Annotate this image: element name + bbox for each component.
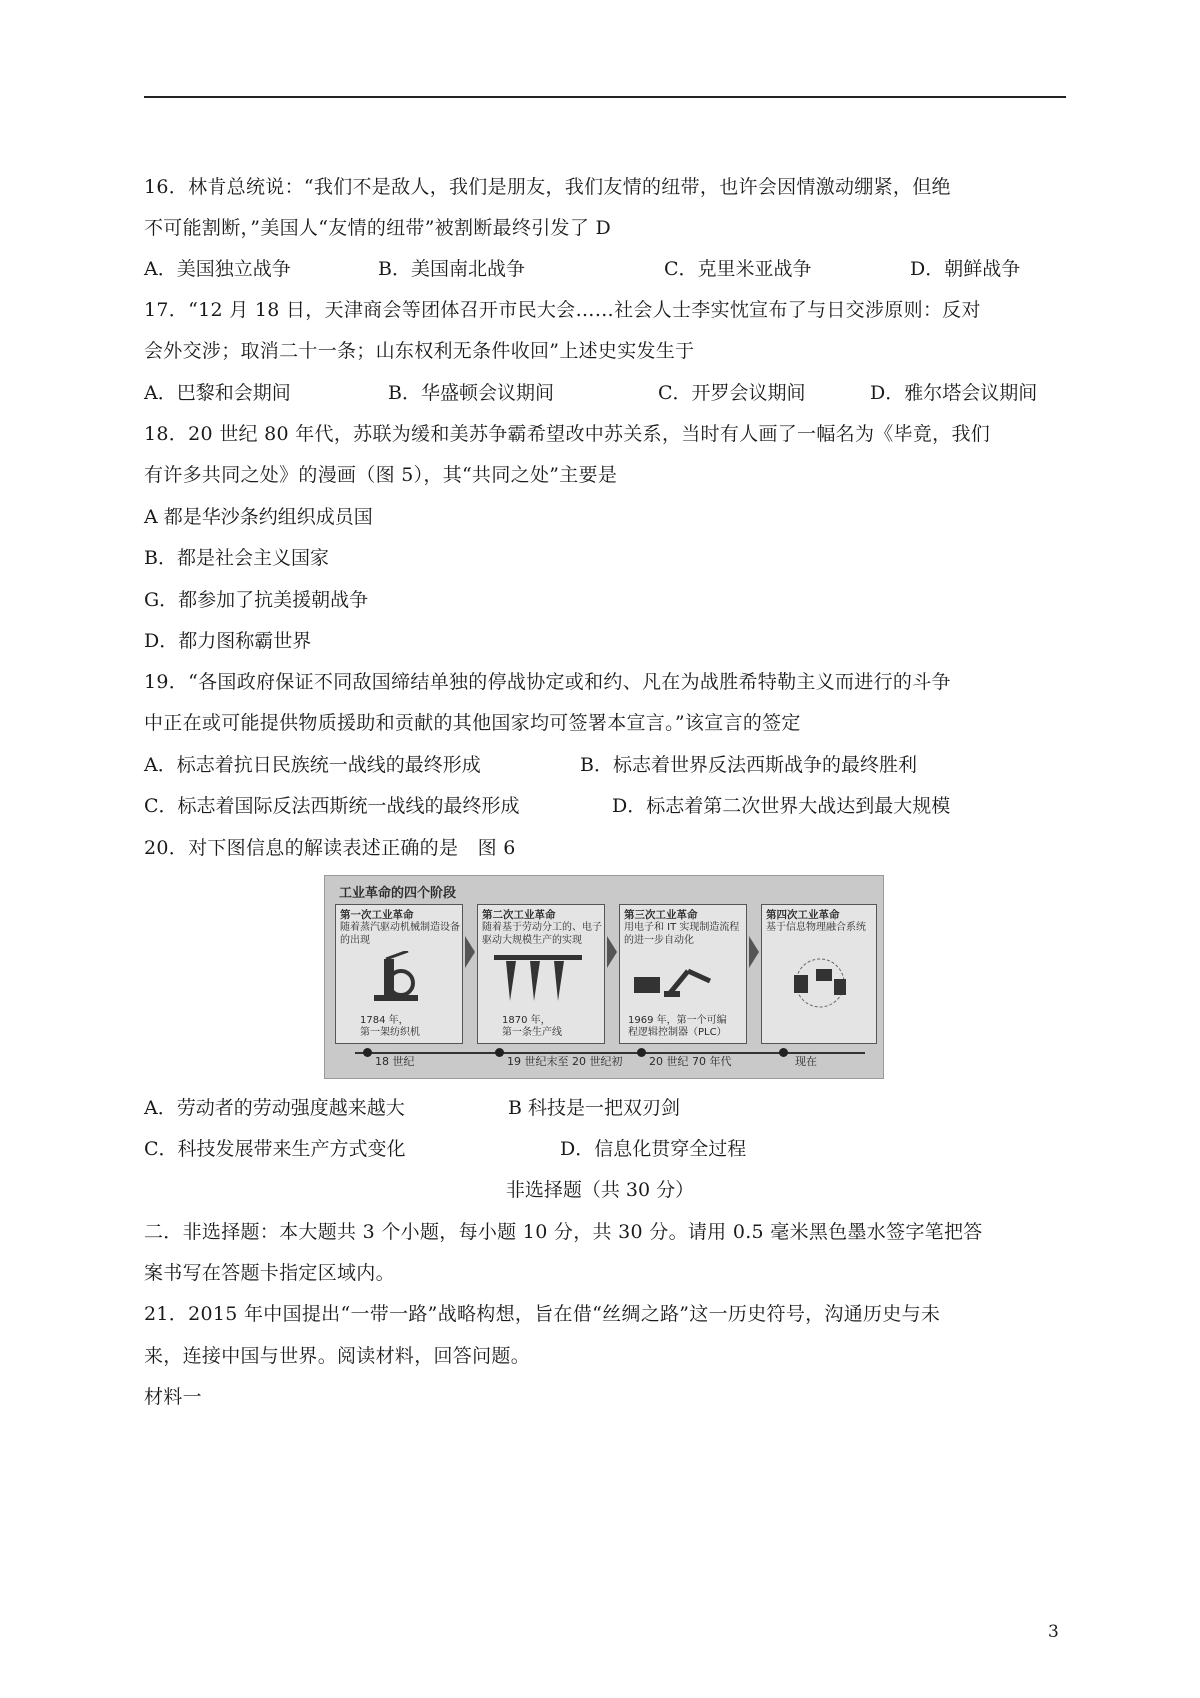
q19-option-b: B．标志着世界反法西斯战争的最终胜利: [580, 754, 917, 776]
page-number: 3: [1048, 1622, 1059, 1642]
production-line-icon: [488, 951, 588, 1011]
stage-4-title: 第四次工业革命: [766, 909, 840, 921]
q20-option-b: B 科技是一把双刃剑: [508, 1097, 681, 1119]
q16-option-b: B．美国南北战争: [378, 258, 525, 280]
timeline-dot: [779, 1048, 788, 1057]
stage-2-title: 第二次工业革命: [482, 909, 556, 921]
era-label-2: 19 世纪末至 20 世纪初: [507, 1055, 623, 1068]
q16-stem-line1: 16．林肯总统说：“我们不是敌人，我们是朋友，我们友情的纽带，也许会因情激动绷紧，但绝: [144, 176, 951, 198]
arrow-icon: [607, 936, 617, 968]
q21-stem-line2: 来，连接中国与世界。阅读材料，回答问题。: [144, 1345, 531, 1367]
q17-option-b: B．华盛顿会议期间: [388, 382, 554, 404]
stage-2-note: 1870 年， 第一条生产线: [502, 1015, 562, 1038]
cyber-physical-icon: [772, 951, 872, 1011]
q18-option-d: D．都力图称霸世界: [144, 630, 312, 652]
section-intro-line2: 案书写在答题卡指定区域内。: [144, 1262, 395, 1284]
q19-stem-line2: 中正在或可能提供物质援助和贡献的其他国家均可签署本宣言。”该宣言的签定: [144, 712, 801, 734]
era-label-3: 20 世纪 70 年代: [649, 1055, 732, 1068]
q17-stem-line1: 17．“12 月 18 日，天津商会等团体召开市民大会……社会人士李实忱宣布了与日交涉原则：反对: [144, 299, 981, 321]
q21-material-label: 材料一: [144, 1386, 202, 1408]
era-label-4: 现在: [795, 1055, 817, 1068]
stage-1: [335, 904, 463, 1044]
q17-stem-line2: 会外交涉；取消二十一条；山东权利无条件收回”上述史实发生于: [144, 340, 695, 362]
q18-option-a: A 都是华沙条约组织成员国: [144, 506, 373, 528]
q17-option-c: C．开罗会议期间: [658, 382, 806, 404]
q18-stem-line1: 18．20 世纪 80 年代，苏联为缓和美苏争霸希望改中苏关系，当时有人画了一幅名为《毕竟，我们: [144, 423, 991, 445]
stage-4: [761, 904, 877, 1044]
section-heading: 非选择题（共 30 分）: [505, 1179, 695, 1201]
stage-3-desc: 用电子和 IT 实现制造流程的进一步自动化: [624, 922, 740, 946]
timeline-dot: [637, 1048, 646, 1057]
header-rule: [144, 96, 1066, 98]
industrial-revolution-figure: [324, 875, 884, 1079]
q16-option-c: C．克里米亚战争: [664, 258, 812, 280]
q18-option-c: G．都参加了抗美援朝战争: [144, 589, 369, 611]
q21-stem-line1: 21．2015 年中国提出“一带一路”战略构想，旨在借“丝绸之路”这一历史符号，沟通历史与未: [144, 1303, 941, 1325]
arrow-icon: [465, 936, 475, 968]
q16-option-d: D．朝鲜战争: [910, 258, 1021, 280]
robot-arm-icon: [630, 951, 730, 1011]
stage-1-note: 1784 年， 第一架纺织机: [360, 1015, 420, 1038]
q18-stem-line2: 有许多共同之处》的漫画（图 5），其“共同之处”主要是: [144, 464, 618, 486]
stage-2: [477, 904, 605, 1044]
q19-option-a: A．标志着抗日民族统一战线的最终形成: [144, 754, 481, 776]
timeline-dot: [363, 1048, 372, 1057]
arrow-icon: [749, 936, 759, 968]
q19-option-c: C．标志着国际反法西斯统一战线的最终形成: [144, 795, 520, 817]
stage-1-desc: 随着蒸汽驱动机械制造设备的出现: [340, 922, 460, 946]
stage-3: [619, 904, 747, 1044]
stage-3-title: 第三次工业革命: [624, 909, 698, 921]
q20-option-c: C．科技发展带来生产方式变化: [144, 1138, 406, 1160]
q19-stem-line1: 19．“各国政府保证不同敌国缔结单独的停战协定或和约、凡在为战胜希特勒主义而进行的斗争: [144, 671, 951, 693]
stage-2-desc: 随着基于劳动分工的、电子驱动大规模生产的实现: [482, 922, 602, 946]
figure-title: 工业革命的四个阶段: [339, 886, 457, 901]
q18-option-b: B．都是社会主义国家: [144, 547, 329, 569]
q17-option-a: A．巴黎和会期间: [144, 382, 291, 404]
stage-1-title: 第一次工业革命: [340, 909, 414, 921]
q16-option-a: A．美国独立战争: [144, 258, 291, 280]
era-label-1: 18 世纪: [375, 1055, 415, 1068]
q20-option-d: D．信息化贯穿全过程: [560, 1138, 747, 1160]
q20-option-a: A．劳动者的劳动强度越来越大: [144, 1097, 405, 1119]
section-intro-line1: 二．非选择题：本大题共 3 个小题，每小题 10 分，共 30 分。请用 0.5 毫米黑色墨水签字笔把答: [144, 1221, 983, 1243]
loom-icon: [346, 951, 446, 1011]
stage-3-note: 1969 年，第一个可编 程逻辑控制器（PLC）: [628, 1015, 727, 1038]
q20-stem: 20．对下图信息的解读表述正确的是 图 6: [144, 837, 516, 859]
timeline-dot: [495, 1048, 504, 1057]
q17-option-d: D．雅尔塔会议期间: [870, 382, 1038, 404]
stage-4-desc: 基于信息物理融合系统: [766, 922, 866, 933]
q19-option-d: D．标志着第二次世界大战达到最大规模: [612, 795, 951, 817]
q16-stem-line2: 不可能割断，”美国人“友情的纽带”被割断最终引发了 D: [144, 217, 612, 239]
